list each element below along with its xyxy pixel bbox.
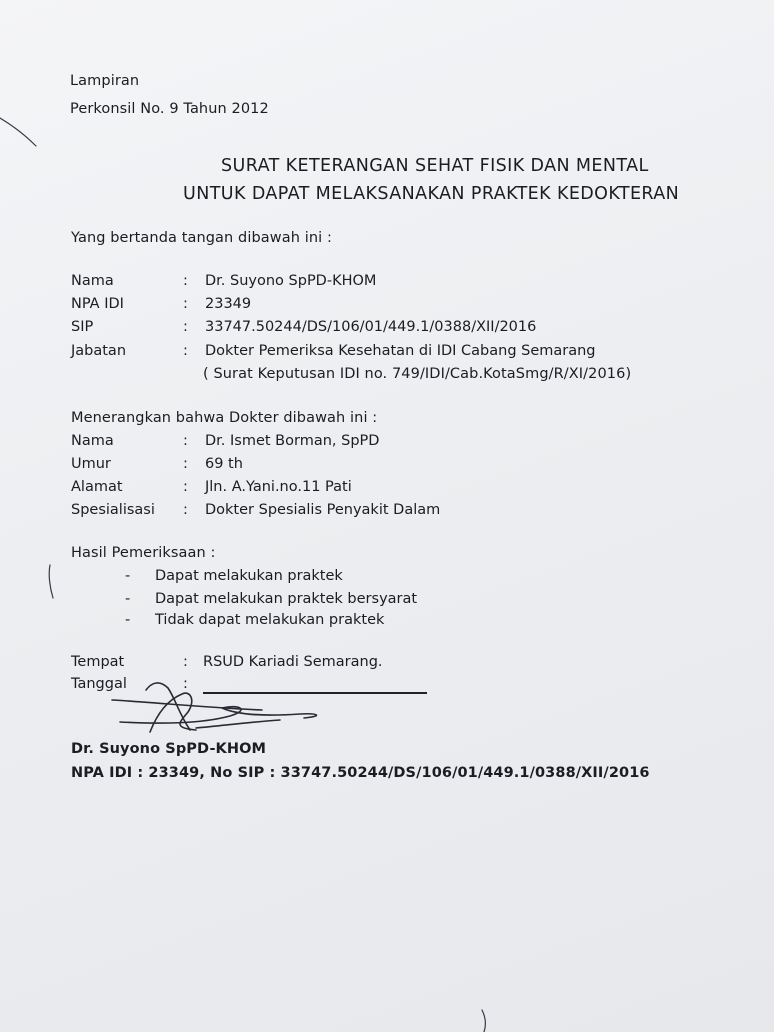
field-value: 23349: [205, 296, 252, 312]
document-title-line-1: SURAT KETERANGAN SEHAT FISIK DAN MENTAL: [221, 156, 649, 176]
signatory-name-footer: Dr. Suyono SpPD-KHOM: [71, 741, 267, 757]
field-label: Umur: [71, 456, 111, 472]
field-separator: :: [183, 273, 188, 289]
field-separator: :: [183, 502, 188, 518]
field-separator: :: [183, 654, 188, 670]
document-title-line-2: UNTUK DAPAT MELAKSANAKAN PRAKTEK KEDOKTERAN: [183, 184, 680, 204]
result-option-text: Tidak dapat melakukan praktek: [155, 612, 385, 628]
field-value: Dokter Pemeriksa Kesehatan di IDI Cabang Semarang: [205, 343, 596, 359]
field-separator: :: [183, 479, 188, 495]
regulation-reference: Perkonsil No. 9 Tahun 2012: [70, 101, 269, 117]
field-value: Dokter Spesialis Penyakit Dalam: [205, 502, 441, 518]
field-label: Alamat: [71, 479, 123, 495]
field-label: Tanggal: [71, 676, 127, 692]
field-label: Spesialisasi: [71, 502, 155, 518]
decree-reference: ( Surat Keputusan IDI no. 749/IDI/Cab.KotaSmg/R/XI/2016): [203, 366, 632, 382]
field-separator: :: [183, 319, 188, 335]
field-label: Tempat: [71, 654, 125, 670]
field-label: Nama: [71, 433, 114, 449]
bullet-dash: -: [125, 612, 131, 628]
attachment-label: Lampiran: [70, 73, 140, 89]
field-label: Nama: [71, 273, 114, 289]
field-separator: :: [183, 296, 188, 312]
bullet-dash: -: [125, 591, 131, 607]
field-value: Dr. Suyono SpPD-KHOM: [205, 273, 377, 289]
signatory-intro: Yang bertanda tangan dibawah ini :: [71, 230, 332, 246]
field-label: SIP: [71, 319, 94, 335]
result-option-text: Dapat melakukan praktek: [155, 568, 343, 584]
field-separator: :: [183, 456, 188, 472]
field-label: NPA IDI: [71, 296, 124, 312]
bullet-dash: -: [125, 568, 131, 584]
signatory-credentials-footer: NPA IDI : 23349, No SIP : 33747.50244/DS/106/01/449.1/0388/XII/2016: [71, 765, 650, 781]
field-value: Dr. Ismet Borman, SpPD: [205, 433, 380, 449]
field-separator: :: [183, 433, 188, 449]
field-label: Jabatan: [71, 343, 127, 359]
field-value: RSUD Kariadi Semarang.: [203, 654, 383, 670]
field-value: Jln. A.Yani.no.11 Pati: [205, 479, 352, 495]
field-value: 33747.50244/DS/106/01/449.1/0388/XII/2016: [205, 319, 537, 335]
field-separator: :: [183, 676, 188, 692]
subject-intro: Menerangkan bahwa Dokter dibawah ini :: [71, 410, 378, 426]
result-option-text: Dapat melakukan praktek bersyarat: [155, 591, 418, 607]
field-separator: :: [183, 343, 188, 359]
results-label: Hasil Pemeriksaan :: [71, 545, 216, 561]
field-value: 69 th: [205, 456, 243, 472]
